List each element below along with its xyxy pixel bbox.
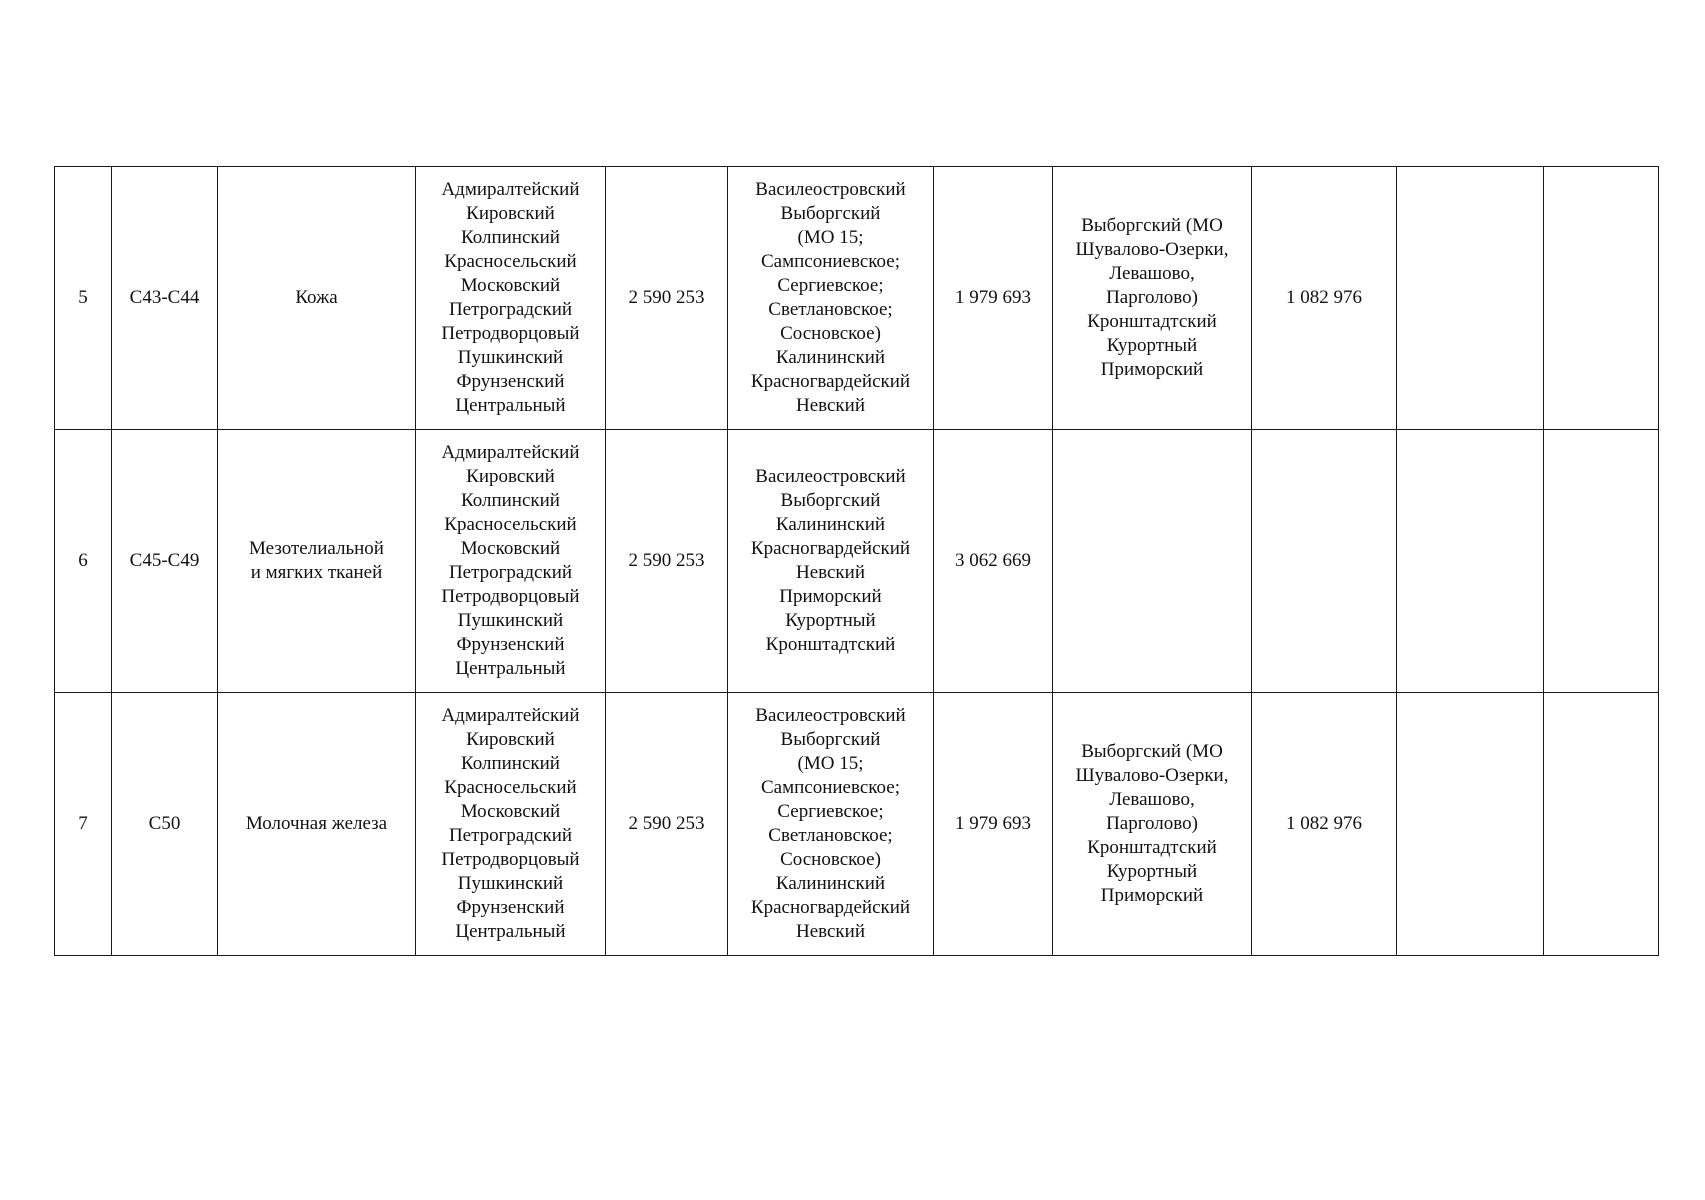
- district-line: Фрунзенский: [456, 897, 565, 918]
- group4-districts: [1397, 167, 1544, 430]
- district-line: Пушкинский: [457, 610, 564, 631]
- district-line: Левашово,: [1109, 789, 1195, 810]
- group2-districts: [728, 693, 934, 956]
- group3-districts: [1053, 693, 1252, 956]
- district-line: Невский: [795, 921, 865, 942]
- group2-districts: [728, 430, 934, 693]
- group4-value: [1544, 167, 1659, 430]
- localization-line: Молочная железа: [245, 813, 388, 834]
- district-line: Выборгский: [780, 490, 881, 511]
- district-line: Выборгский (МО: [1081, 741, 1223, 762]
- district-line: Курортный: [1106, 861, 1198, 882]
- localization-line: Мезотелиальной: [249, 538, 384, 559]
- district-line: Колпинский: [461, 227, 560, 248]
- district-line: Сосновское): [780, 849, 881, 870]
- group1-districts: [416, 693, 606, 956]
- icd-code: С45-С49: [112, 430, 218, 693]
- district-line: Московский: [460, 801, 561, 822]
- district-line: Центральный: [455, 921, 566, 942]
- district-line: Колпинский: [461, 753, 560, 774]
- district-line: Курортный: [1106, 335, 1198, 356]
- table-row: [55, 430, 1659, 693]
- district-line: Петродворцовый: [441, 586, 580, 607]
- district-line: Сосновское): [780, 323, 881, 344]
- district-line: Фрунзенский: [456, 634, 565, 655]
- district-line: Приморский: [1100, 359, 1204, 380]
- localization-line: и мягких тканей: [250, 562, 383, 583]
- district-line: Колпинский: [461, 490, 560, 511]
- district-line: Красносельский: [444, 514, 577, 535]
- district-line: Красносельский: [444, 251, 577, 272]
- group1-value: 2 590 253: [606, 693, 728, 956]
- group4-districts: [1397, 430, 1544, 693]
- group4-value: [1544, 430, 1659, 693]
- district-line: Выборгский: [780, 729, 881, 750]
- district-line: Парголово): [1106, 287, 1198, 308]
- localization-line: Кожа: [295, 287, 338, 308]
- district-line: Выборгский: [780, 203, 881, 224]
- district-line: Кировский: [466, 466, 555, 487]
- district-line: Красногвардейский: [750, 371, 911, 392]
- row-number: 6: [55, 430, 112, 693]
- district-line: Сампсониевское;: [760, 777, 900, 798]
- group3-districts: [1053, 430, 1252, 693]
- group2-value: 1 979 693: [934, 693, 1053, 956]
- group1-districts: [416, 167, 606, 430]
- localization-name: [218, 693, 416, 956]
- district-line: Московский: [460, 538, 561, 559]
- district-line: Адмиралтейский: [441, 705, 580, 726]
- district-line: (МО 15;: [797, 227, 864, 248]
- district-line: Калининский: [775, 873, 886, 894]
- group4-districts: [1397, 693, 1544, 956]
- group3-value: 1 082 976: [1252, 167, 1397, 430]
- district-line: Пушкинский: [457, 347, 564, 368]
- district-line: Курортный: [785, 610, 876, 631]
- district-line: Красногвардейский: [750, 897, 911, 918]
- district-line: Кронштадтский: [765, 634, 896, 655]
- district-line: Калининский: [775, 347, 886, 368]
- district-line: Выборгский (МО: [1081, 215, 1223, 236]
- district-line: Парголово): [1106, 813, 1198, 834]
- group1-value: 2 590 253: [606, 430, 728, 693]
- district-line: Красносельский: [444, 777, 577, 798]
- district-line: Кировский: [466, 203, 555, 224]
- localization-name: [218, 430, 416, 693]
- district-line: Центральный: [455, 395, 566, 416]
- district-line: Красногвардейский: [750, 538, 911, 559]
- group1-districts: [416, 430, 606, 693]
- group3-value: [1252, 430, 1397, 693]
- district-line: Левашово,: [1109, 263, 1195, 284]
- district-line: Кронштадтский: [1087, 837, 1217, 858]
- district-line: Адмиралтейский: [441, 179, 580, 200]
- icd-code: С43-С44: [112, 167, 218, 430]
- district-line: Василеостровский: [755, 466, 906, 487]
- group4-value: [1544, 693, 1659, 956]
- district-line: Петроградский: [448, 299, 573, 320]
- group2-value: 3 062 669: [934, 430, 1053, 693]
- district-line: Калининский: [775, 514, 886, 535]
- group3-value: 1 082 976: [1252, 693, 1397, 956]
- district-line: Московский: [460, 275, 561, 296]
- district-line: Кронштадтский: [1087, 311, 1217, 332]
- group3-districts: [1053, 167, 1252, 430]
- district-line: Невский: [795, 395, 865, 416]
- row-number: 5: [55, 167, 112, 430]
- district-line: Сергиевское;: [777, 275, 884, 296]
- group2-districts: [728, 167, 934, 430]
- district-line: Сампсониевское;: [760, 251, 900, 272]
- row-number: 7: [55, 693, 112, 956]
- district-line: Невский: [795, 562, 865, 583]
- district-line: Светлановское;: [768, 825, 893, 846]
- district-line: Пушкинский: [457, 873, 564, 894]
- group1-value: 2 590 253: [606, 167, 728, 430]
- district-line: Сергиевское;: [777, 801, 884, 822]
- table-row: [55, 167, 1659, 430]
- district-line: Светлановское;: [768, 299, 893, 320]
- group2-value: 1 979 693: [934, 167, 1053, 430]
- incidence-table: [54, 166, 1659, 956]
- district-line: Петроградский: [448, 825, 573, 846]
- district-line: Петродворцовый: [441, 849, 580, 870]
- localization-name: [218, 167, 416, 430]
- icd-code: С50: [112, 693, 218, 956]
- district-line: Приморский: [1100, 885, 1204, 906]
- district-line: Петроградский: [448, 562, 573, 583]
- district-line: Центральный: [455, 658, 566, 679]
- district-line: (МО 15;: [797, 753, 864, 774]
- table-body: [55, 167, 1659, 956]
- district-line: Адмиралтейский: [441, 442, 580, 463]
- district-line: Василеостровский: [755, 179, 906, 200]
- district-line: Приморский: [779, 586, 882, 607]
- district-line: Василеостровский: [755, 705, 906, 726]
- district-line: Кировский: [466, 729, 555, 750]
- district-line: Петродворцовый: [441, 323, 580, 344]
- district-line: Фрунзенский: [456, 371, 565, 392]
- table-row: [55, 693, 1659, 956]
- district-line: Шувалово-Озерки,: [1075, 765, 1229, 786]
- district-line: Шувалово-Озерки,: [1075, 239, 1229, 260]
